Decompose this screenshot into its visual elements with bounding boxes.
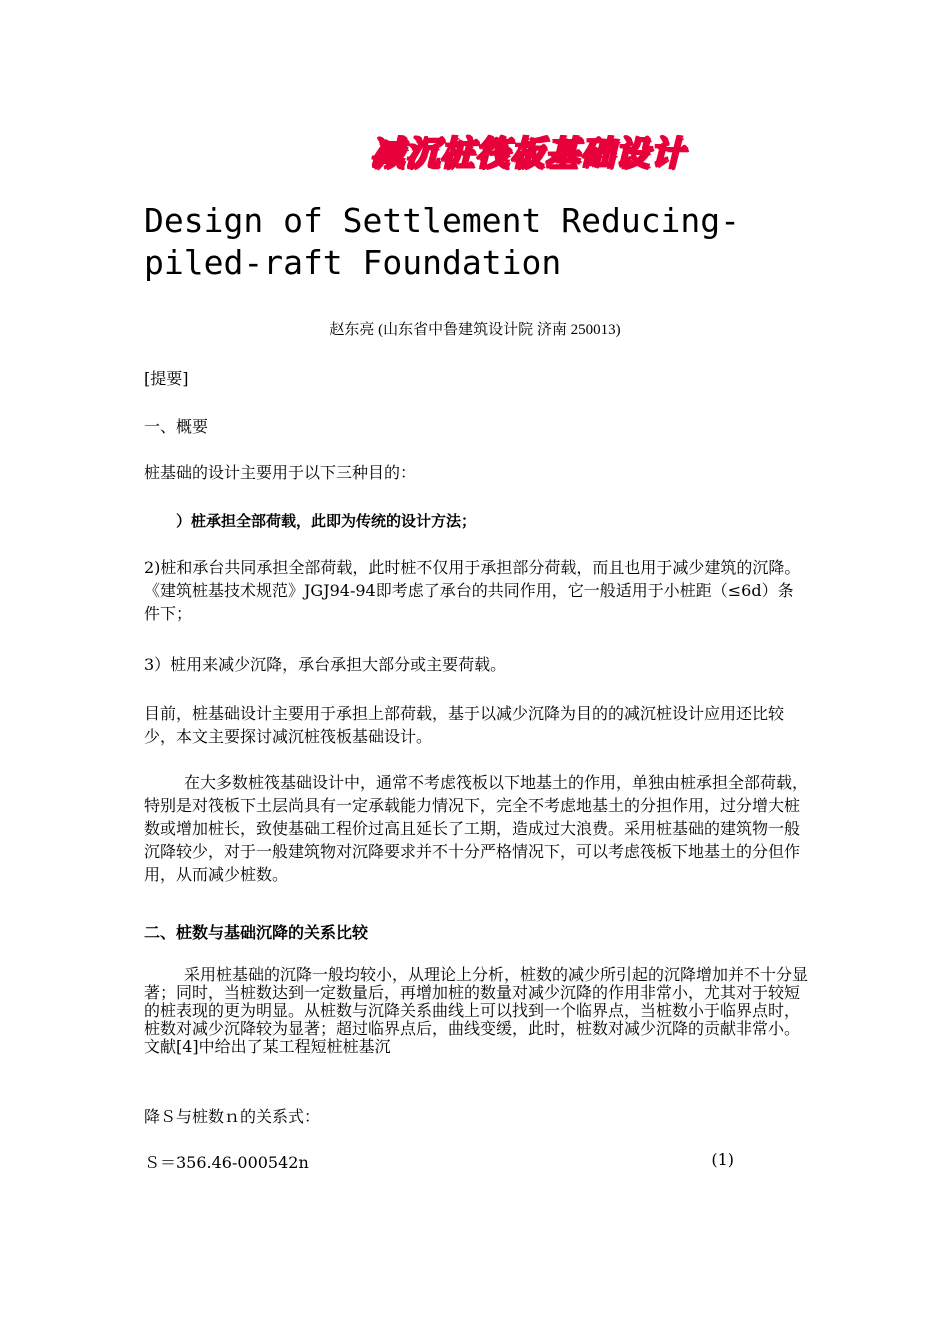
author-line: 赵东亮 (山东省中鲁建筑设计院 济南 250013) — [329, 322, 621, 338]
intro-paragraph: 桩基础的设计主要用于以下三种目的： — [144, 463, 417, 482]
list-item-1: ）桩承担全部荷载，此即为传统的设计方法； — [176, 512, 477, 530]
relation-paragraph: 采用桩基础的沉降一般均较小，从理论上分析，桩数的减少所引起的沉降增加并不十分显著；同时，当桩数达到一定数量后，再增加桩的数量对减少沉降的作用非常小，尤其对于较短的桩表现的更为明显。从桩数与沉降关系曲线上可以找到一个临界点，当桩数小于临界点时，桩数对减少沉降较为显著；超过临界点后，曲线变缓，此时，桩数对减少沉降的贡献非常小。文献[4]中给出了某工程短桩桩基沉 — [144, 965, 809, 1056]
list-item-2: 2)桩和承台共同承担全部荷载，此时桩不仅用于承担部分荷载，而且也用于减少建筑的沉降。《建筑桩基技术规范》JGJ94-94即考虑了承台的共同作用，它一般适用于小桩距（≤6d）条件下； — [144, 558, 801, 623]
abstract-label: [提要] — [144, 369, 189, 388]
relation-continuation: 降Ｓ与桩数ｎ的关系式： — [144, 1107, 321, 1126]
equation: Ｓ＝356.46-000542n — [144, 1153, 309, 1172]
list-item-3: 3）桩用来减少沉降，承台承担大部分或主要荷载。 — [144, 655, 507, 674]
body-paragraph: 在大多数桩筏基础设计中，通常不考虑筏板以下地基土的作用，单独由桩承担全部荷载，特别是对筏板下土层尚具有一定承载能力情况下，完全不考虑地基土的分担作用，过分增大桩数或增加桩长，致使基础工程价过高且延长了工期，造成过大浪费。采用桩基础的建筑物一般沉降较少，对于一般建筑物对沉降要求并不十分严格情况下，可以考虑筏板下地基土的分但作用，从而减少桩数。 — [144, 773, 809, 884]
english-title: Design of Settlement Reducing-piled-raft Foundation — [144, 201, 741, 282]
current-status-paragraph: 目前，桩基础设计主要用于承担上部荷载，基于以减少沉降为目的的减沉桩设计应用还比较少，本文主要探讨减沉桩筏板基础设计。 — [144, 704, 785, 746]
section-2-heading: 二、桩数与基础沉降的关系比较 — [144, 923, 369, 942]
equation-row — [144, 1150, 734, 1173]
chinese-title: 减沉桩筏板基础设计 — [370, 134, 685, 174]
equation-number: (1) — [711, 1150, 734, 1169]
section-1-heading: 一、概要 — [144, 417, 209, 436]
